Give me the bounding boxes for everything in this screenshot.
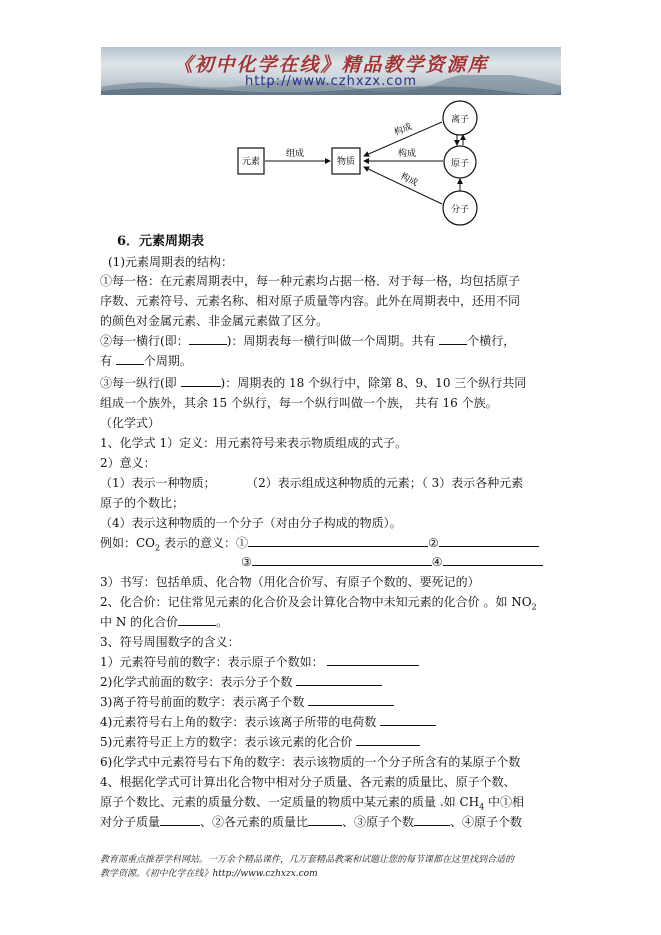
p25-part2: 、②各元素的质量比 [200,815,309,829]
constitute-top-label: 构成 [393,122,414,139]
section-heading: 6．元素周期表 [117,234,205,249]
marker-4: ④ [431,555,443,569]
compose-label: 组成 [285,149,305,159]
p4a [100,373,560,393]
p19-text: 3)离子符号前面的数字：表示离子个数 [100,695,305,709]
p12 [241,552,571,572]
p15-part2: 。 [216,615,229,629]
p3a-part1: ②每一横行(即： [100,334,189,348]
marker-2: ② [427,536,439,550]
blank-period-count[interactable] [116,351,144,365]
p10: （4）表示这种物质的一个分子（对由分子构成的物质）。 [100,516,402,530]
blank-molar-mass[interactable] [160,812,200,826]
p24-part1: 原子个数比、元素的质量分数、一定质量的物质中某元素的质量 .如 CH [100,795,480,809]
element-label: 元素 [241,157,261,167]
blank-meaning-2[interactable] [439,533,539,547]
p15-part1: 中 N 的化合价 [100,615,179,629]
p11-part1: 例如：CO [100,536,156,550]
p17-text: 1）元素符号前的数字：表示原子个数如： [100,655,324,669]
p13: 3）书写：包括单质、化合物（用化合价写、有原子个数的、要死记的） [100,575,480,589]
p4a-part2: )：周期表的 18 个纵行中，除第 8、9、10 三个纵行共同 [220,376,527,390]
p24-part2: 中①相 [484,795,525,809]
p21-text: 5)元素符号正上方的数字：表示该元素的化合价 [100,735,353,749]
footer-line-1: 教育部重点推荐学科网站。一万余个精品课件，几万套精品教案和试题让您的每节课都在这里找到合适的 [100,855,515,865]
p25-part4: 、④原子个数 [450,815,523,829]
p25 [100,812,560,832]
p2b: 序数、元素符号、元素名称、相对原子质量等内容。此外在周期表中，还用不同 [100,294,521,308]
p8: （1）表示一种物质； （2）表示组成这种物质的元素；（ 3）表示各种元素 [100,476,524,490]
atom-label: 原子 [450,159,470,169]
blank-ion-count[interactable] [308,692,394,706]
blank-column-name[interactable] [181,373,221,387]
p3a-part2: )：周期表每一横行叫做一个周期。共有 [226,334,436,348]
blank-valence[interactable] [356,732,420,746]
p25-part1: 对分子质量 [100,815,161,829]
substance-label: 物质 [336,157,356,167]
p20 [100,712,560,732]
p21 [100,732,560,752]
p17 [100,652,560,672]
element-substance-diagram [230,100,490,230]
p3a [100,331,560,351]
p5: （化学式） [100,416,161,430]
p1: (1)元素周期表的结构： [108,255,233,269]
p3b [100,351,560,371]
p9: 原子的个数比； [100,496,185,510]
p22: 6)化学式中元素符号右下角的数字：表示该物质的一个分子所含有的某原子个数 [100,755,521,769]
marker-3: ③ [241,555,252,569]
p19 [100,692,560,712]
blank-atom-count[interactable] [327,652,419,666]
footer-line-2: 教学资源。《初中化学在线》http://www.czhxzx.com [100,869,318,879]
banner-url[interactable]: http://www.czhxzx.com [245,74,417,89]
no2-subscript: 2 [531,602,537,612]
p7: 2）意义： [100,456,156,470]
blank-molecule-count[interactable] [296,672,382,686]
p3b-part2: 个周期。 [143,354,192,368]
p23: 4、根据化学式可计算出化合物中相对分子质量、各元素的质量比、原子个数、 [100,775,516,789]
p2c: 的颜色对金属元素、非金属元素做了区分。 [100,314,329,328]
blank-mass-ratio[interactable] [308,812,342,826]
p2a: ①每一格：在元素周期表中，每一种元素均占据一格．对于每一格，均包括原子 [100,274,521,288]
blank-meaning-4[interactable] [443,552,543,566]
blank-meaning-1[interactable] [248,533,428,547]
p6: 1、化学式 1）定义：用元素符号来表示物质组成的式子。 [100,436,408,450]
constitute-mid-label: 构成 [397,149,417,159]
blank-atom-number[interactable] [414,812,450,826]
blank-row-name[interactable] [189,331,227,345]
p14-text: 2、化合价：记住常见元素的化合价及会计算化合物中未知元素的化合价 。如 NO [100,595,532,609]
header-banner [101,47,561,95]
p20-text: 4)元素符号右上角的数字：表示该离子所带的电荷数 [100,715,377,729]
p4a-part1: ③每一纵行(即 [100,376,177,390]
p11-part2: 表示的意义：① [160,536,248,550]
p15 [100,612,560,632]
page-footer [100,853,570,881]
blank-meaning-3[interactable] [252,552,432,566]
blank-n-valence[interactable] [178,612,216,626]
ch4-subscript: 4 [479,802,485,812]
banner-title: 《初中化学在线》精品教学资源库 [173,54,489,76]
p25-part3: 、③原子个数 [342,815,415,829]
p16: 3、符号周围数字的含义： [100,635,240,649]
p18 [100,672,560,692]
molecule-label: 分子 [450,205,470,215]
co2-subscript: 2 [155,543,161,553]
p18-text: 2)化学式前面的数字：表示分子个数 [100,675,293,689]
ion-label: 离子 [450,115,470,125]
p3b-part1: 有 [100,354,113,368]
p3a-part3: 个横行， [467,334,516,348]
constitute-bot-label: 构成 [398,171,420,189]
blank-row-count[interactable] [439,331,467,345]
blank-charge[interactable] [380,712,436,726]
p4b: 组成一个族外，其余 15 个纵行，每一个纵行叫做一个族， 共有 16 个族。 [100,396,498,410]
